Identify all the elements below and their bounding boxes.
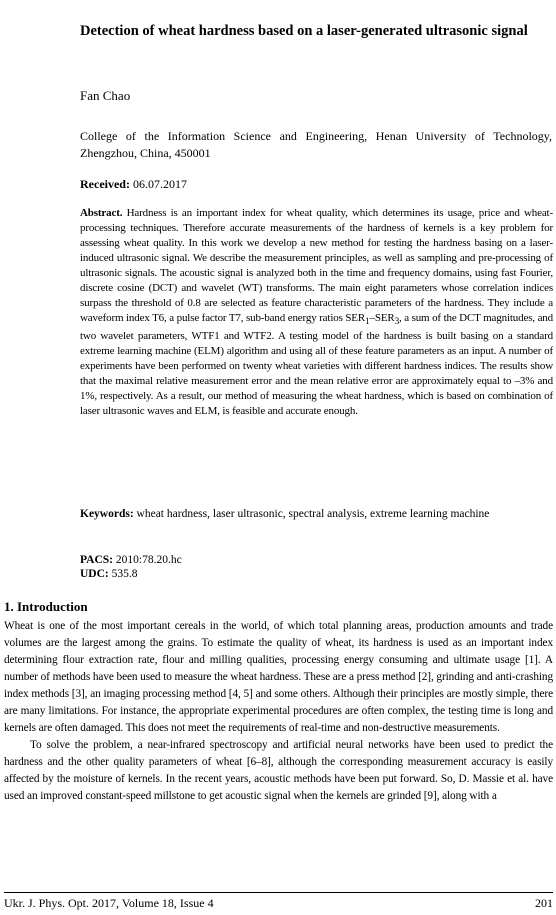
abstract-text-1: Hardness is an important index for wheat quality, which determines its usage, price and wheat-processing techniques. Therefore accurate measurements of the hardness of kernels is a key problem for assessing wheat quality. In this work we develop a new method for testing the hardness basing on a laser-induced ultrasonic signal. We describe the measurement principles, as well as sampling and pre-processing of ultrasonic signals. The acoustic signal is analyzed both in the time and frequency domains, using fast Fourier, discrete cosine (DCT) and wavelet (WT) transforms. The main eight parameters whose correlation indices surpass the threshold of 0.8 are selected as feature characteristic parameters of the hardness. They include a waveform index T6, a pulse factor T7, sub-band energy ratios SER [80, 207, 553, 324]
abstract [80, 206, 553, 419]
page-footer [4, 895, 553, 911]
pacs-line [80, 553, 182, 567]
article-title: Detection of wheat hardness based on a laser-generated ultrasonic signal [80, 23, 528, 39]
keywords-label: Keywords: [80, 508, 134, 520]
keywords-text: wheat hardness, laser ultrasonic, spectral analysis, extreme learning machine [136, 508, 490, 520]
section-body [4, 618, 553, 805]
received-label: Received: [80, 177, 130, 191]
udc-value: 535.8 [111, 568, 138, 580]
pacs-label: PACS: [80, 554, 114, 566]
abstract-subscript-1: 1 [365, 316, 370, 327]
udc-label: UDC: [80, 568, 109, 580]
abstract-label: Abstract. [80, 207, 123, 219]
body-paragraph-1: Wheat is one of the most important cereals in the world, of which total planning areas, production amounts and trade volumes are the largest among the grains. To estimate the quality of wheat, its hardness is used as an important index determining flour extraction rate, flour and milling qualities, processing energy consuming and ultimate usage [1]. A number of methods have been used to measure the wheat hardness. These are a press method [2], grinding and anti-crashing index methods [3], an imaging processing method [4, 5] and some others. Although their principles are mostly simple, there are many limitations. For instance, the appropriate experimental procedures are often complex, the testing time is long and kernels are often damaged. This does not meet the requirements of real-time and non-destructive measurements. [4, 620, 554, 734]
abstract-text-2: –SER [369, 312, 395, 324]
footer-divider [4, 892, 553, 893]
author-name: Fan Chao [80, 88, 131, 103]
page-number: 201 [535, 896, 553, 910]
section-heading: 1. Introduction [4, 599, 88, 614]
journal-citation: Ukr. J. Phys. Opt. 2017, Volume 18, Issue 4 [4, 896, 214, 910]
body-paragraph-2: To solve the problem, a near-infrared spectroscopy and artificial neural networks have been used to predict the hardness and the other quality parameters of wheat [6–8], although the corresponding measurement accuracy is easily affected by the moisture of kernels. In the recent years, acoustic methods have been put forward. So, D. Massie et al. have used an improved constant-speed millstone to get acoustic signal when the kernels are grinded [9], along with a [4, 739, 553, 802]
received-date-value: 06.07.2017 [132, 177, 187, 191]
abstract-subscript-2: 3 [394, 316, 400, 327]
author-affiliation: College of the Information Science and Engineering, Henan University of Technology, Zhengzhou, China, 450001 [80, 129, 552, 160]
received-date [80, 176, 187, 192]
classification-codes [80, 553, 182, 581]
pacs-value: 2010:78.20.hc [115, 554, 182, 566]
abstract-text-3: , a sum of the DCT magnitudes, and two wavelet parameters, WTF1 and WTF2. A testing model of the hardness is built basing on a standard extreme learning machine (ELM) algorithm and using all of these feature parameters as an input. A number of experiments have been performed on twenty wheat varieties with different hardness indices. The results show that the maximal relative measurement error and the mean relative error are approximately equal to –3% and 1%, respectively. As a result, our method of measuring the wheat hardness, which is based on combination of laser ultrasonic waves and ELM, is feasible and accurate enough. [80, 312, 553, 418]
keywords [80, 506, 553, 522]
udc-line [80, 567, 182, 581]
